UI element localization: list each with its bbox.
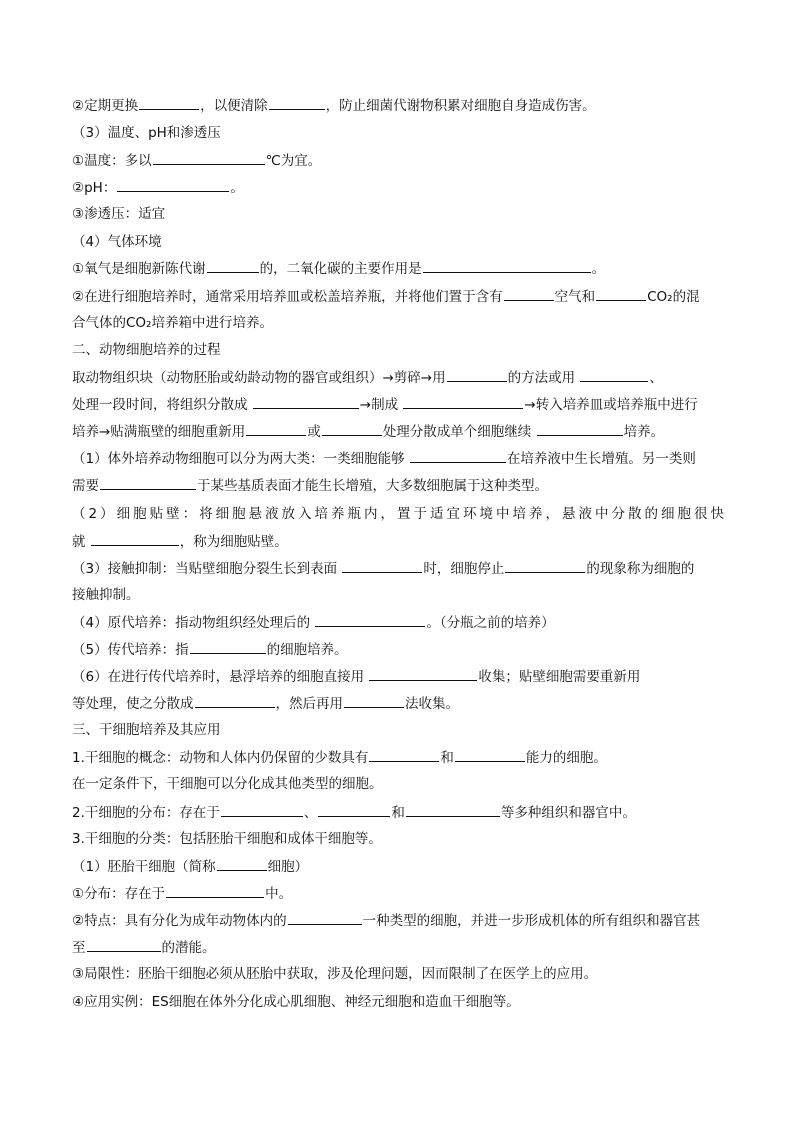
text-line [72, 531, 724, 552]
fill-in-blank[interactable] [369, 666, 477, 681]
fill-in-blank[interactable] [580, 367, 648, 382]
text-segment: 处理一段时间，将组织分散成 [72, 397, 252, 413]
text-segment: 时，细胞停止 [423, 561, 505, 577]
fill-in-blank[interactable] [315, 612, 425, 627]
text-line [72, 666, 724, 687]
fill-in-blank[interactable] [537, 421, 623, 436]
text-segment: ①氧气是细胞新陈代谢 [72, 261, 206, 277]
text-line [72, 232, 724, 252]
text-segment: 培养。 [623, 424, 665, 440]
text-line [72, 992, 724, 1012]
text-segment: 取动物组织块（动物胚胎或幼龄动物的器官或组织）→剪碎→用 [72, 370, 446, 386]
text-segment: →转入培养皿或培养瓶中进行 [524, 397, 698, 413]
text-segment: 中。 [265, 886, 293, 902]
text-segment: 一种类型的细胞，并进一步形成机体的所有组织和器官甚 [362, 913, 701, 929]
text-segment: 2.干细胞的分布：存在于 [72, 805, 220, 821]
fill-in-blank[interactable] [221, 802, 303, 817]
text-segment: ②定期更换 [72, 98, 139, 114]
text-segment: 能力的细胞。 [525, 750, 607, 766]
text-line [72, 504, 724, 524]
fill-in-blank[interactable] [504, 286, 554, 301]
text-segment: ③局限性：胚胎干细胞必须从胚胎中获取，涉及伦理问题，因而限制了在医学上的应用。 [72, 966, 598, 982]
text-segment: 需要 [72, 478, 99, 494]
text-line [72, 910, 724, 931]
fill-in-blank[interactable] [403, 394, 523, 409]
text-line [72, 475, 724, 496]
fill-in-blank[interactable] [410, 448, 506, 463]
text-line [72, 150, 724, 171]
text-line [72, 720, 724, 740]
text-line [72, 612, 724, 633]
text-line [72, 340, 724, 360]
fill-in-blank[interactable] [246, 421, 306, 436]
text-line [72, 774, 724, 794]
text-segment: 的现象称为细胞的 [586, 561, 695, 577]
text-line [72, 639, 724, 660]
text-segment: （6）在进行传代培养时，悬浮培养的细胞直接用 [72, 669, 369, 685]
fill-in-blank[interactable] [318, 802, 390, 817]
text-segment: 。 [591, 261, 606, 277]
text-segment: 合气体的CO₂培养箱中进行培养。 [72, 315, 273, 331]
text-segment: 。（分瓶之前的培养） [426, 615, 555, 631]
fill-in-blank[interactable] [406, 802, 500, 817]
fill-in-blank[interactable] [91, 531, 179, 546]
text-line [72, 394, 724, 415]
text-segment: 法收集。 [405, 696, 459, 712]
text-line [72, 802, 724, 823]
text-segment: 细胞） [267, 859, 309, 875]
text-segment: ②特点：具有分化为成年动物体内的 [72, 913, 287, 929]
fill-in-blank[interactable] [344, 693, 404, 708]
text-segment: 3.干细胞的分类：包括胚胎干细胞和成体干细胞等。 [72, 831, 382, 847]
text-segment: （4）原代培养：指动物组织经处理后的 [72, 615, 315, 631]
text-line [72, 448, 724, 469]
text-segment: 处理分散成单个细胞继续 [382, 424, 536, 440]
text-segment: 或 [307, 424, 321, 440]
text-segment: 、 [303, 805, 318, 821]
text-line [72, 204, 724, 224]
text-segment: →制成 [359, 397, 403, 413]
text-segment: 的，二氧化碳的主要作用是 [259, 261, 422, 277]
fill-in-blank[interactable] [288, 910, 362, 925]
fill-in-blank[interactable] [190, 639, 266, 654]
fill-in-blank[interactable] [166, 883, 264, 898]
fill-in-blank[interactable] [369, 747, 439, 762]
fill-in-blank[interactable] [153, 150, 265, 165]
fill-in-blank[interactable] [195, 693, 275, 708]
fill-in-blank[interactable] [505, 558, 585, 573]
text-segment: 收集；贴壁细胞需要重新用 [478, 669, 641, 685]
fill-in-blank[interactable] [100, 475, 196, 490]
fill-in-blank[interactable] [117, 177, 229, 192]
text-segment: 、 [649, 370, 663, 386]
text-line [72, 421, 724, 442]
text-segment: 接触抑制。 [72, 587, 140, 603]
text-segment: 等处理，使之分散成 [72, 696, 194, 712]
text-segment: （1）体外培养动物细胞可以分为两大类：一类细胞能够 [72, 451, 409, 467]
text-line [72, 747, 724, 768]
fill-in-blank[interactable] [455, 747, 525, 762]
text-segment: 培养→贴满瓶壁的细胞重新用 [72, 424, 246, 440]
fill-in-blank[interactable] [207, 258, 259, 273]
text-line [72, 367, 724, 388]
text-segment: ，防止细菌代谢物积累对细胞自身造成伤害。 [325, 98, 596, 114]
text-segment: ①温度：多以 [72, 153, 152, 169]
text-segment: CO₂的混 [647, 289, 700, 305]
text-segment: （2）细胞贴壁：将细胞悬液放入培养瓶内，置于适宜环境中培养，悬液中分散的细胞很快 [72, 506, 724, 522]
text-segment: ，称为细胞贴壁。 [179, 534, 288, 550]
fill-in-blank[interactable] [87, 937, 161, 952]
text-segment: 等多种组织和器官中。 [500, 805, 636, 821]
text-segment: （5）传代培养：指 [72, 642, 189, 658]
text-segment: （3）接触抑制：当贴壁细胞分裂生长到表面 [72, 561, 342, 577]
text-segment: 于某些基质表面才能生长增殖，大多数细胞属于这种类型。 [197, 478, 548, 494]
text-segment: 三、干细胞培养及其应用 [72, 722, 221, 738]
text-line [72, 829, 724, 849]
fill-in-blank[interactable] [139, 95, 199, 110]
fill-in-blank[interactable] [253, 394, 359, 409]
text-segment: （3）温度、pH和渗透压 [72, 125, 221, 141]
text-line [72, 95, 724, 116]
fill-in-blank[interactable] [447, 367, 507, 382]
text-segment: 至 [72, 940, 86, 956]
fill-in-blank[interactable] [423, 258, 591, 273]
text-line [72, 856, 724, 877]
text-line [72, 258, 724, 279]
text-segment: ③渗透压：适宜 [72, 206, 166, 222]
text-segment: 1.干细胞的概念：动物和人体内仍保留的少数具有 [72, 750, 369, 766]
text-segment: ②pH： [72, 180, 117, 196]
text-segment: （1）胚胎干细胞（简称 [72, 859, 216, 875]
text-segment: 的细胞培养。 [266, 642, 348, 658]
text-line [72, 883, 724, 904]
fill-in-blank[interactable] [596, 286, 646, 301]
text-segment: ℃为宜。 [265, 153, 322, 169]
text-line [72, 177, 724, 198]
text-segment: ④应用实例：ES细胞在体外分化成心肌细胞、神经元细胞和造血干细胞等。 [72, 994, 520, 1010]
text-segment: 。 [230, 180, 244, 196]
text-segment: 就 [72, 534, 90, 550]
text-line [72, 123, 724, 143]
text-segment: 的方法或用 [507, 370, 580, 386]
text-segment: 和 [440, 750, 454, 766]
text-segment: 和 [391, 805, 405, 821]
fill-in-blank[interactable] [217, 856, 267, 871]
text-line [72, 585, 724, 605]
text-line [72, 286, 724, 307]
fill-in-blank[interactable] [342, 558, 422, 573]
text-segment: 的潜能。 [161, 940, 216, 956]
text-segment: ，以便清除 [200, 98, 268, 114]
text-line [72, 558, 724, 579]
fill-in-blank[interactable] [269, 95, 325, 110]
text-segment: ②在进行细胞培养时，通常采用培养皿或松盖培养瓶，并将他们置于含有 [72, 289, 503, 305]
text-line [72, 693, 724, 714]
text-line [72, 937, 724, 958]
text-segment: （4）气体环境 [72, 234, 162, 250]
text-segment: 空气和 [554, 289, 596, 305]
text-segment: 二、动物细胞培养的过程 [72, 342, 221, 358]
text-line [72, 313, 724, 333]
fill-in-blank[interactable] [322, 421, 382, 436]
text-segment: 在一定条件下，干细胞可以分化成其他类型的细胞。 [72, 776, 383, 792]
text-segment: 在培养液中生长增殖。另一类则 [506, 451, 696, 467]
text-line [72, 964, 724, 984]
text-segment: ，然后再用 [275, 696, 343, 712]
text-segment: ①分布：存在于 [72, 886, 166, 902]
